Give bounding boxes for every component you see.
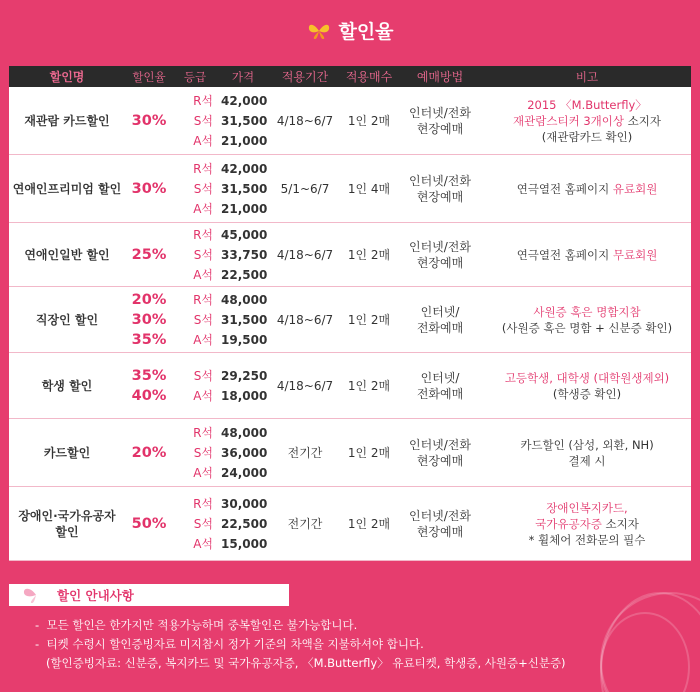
butterfly-icon xyxy=(21,586,51,604)
price: 36,000 xyxy=(221,445,268,460)
price: 42,000 xyxy=(221,161,268,176)
note-line xyxy=(483,181,691,197)
grade-list xyxy=(173,225,217,285)
price: 48,000 xyxy=(221,292,268,307)
note-line xyxy=(483,500,691,516)
header-rate: 할인율 xyxy=(132,69,166,84)
discount-rate: 25% xyxy=(131,246,167,263)
note-text: 재관람스티커 3개이상 xyxy=(513,113,624,128)
price: 48,000 xyxy=(221,425,268,440)
grade-list xyxy=(173,290,217,350)
ticket-limit: 1인 2매 xyxy=(347,379,391,393)
notice-item: (할인증빙자료: 신분증, 복지카드 및 국가유공자증, 〈M.Butterfly〉 유료티켓, 학생증, 사원증+신분증) xyxy=(35,656,566,670)
table-row xyxy=(9,419,691,487)
discount-rate-list xyxy=(125,290,173,350)
table-body xyxy=(9,87,691,561)
seat-grade: S석 xyxy=(193,312,213,327)
note-text: 사원증 혹은 명함지참 xyxy=(533,304,641,319)
grade-list xyxy=(173,423,217,483)
discount-name: 연애인프리미엄 할인 xyxy=(12,182,122,196)
ticket-limit: 1인 2매 xyxy=(347,517,391,531)
grade-list xyxy=(173,494,217,554)
seat-grade: R석 xyxy=(193,292,213,307)
apply-period: 4/18~6/7 xyxy=(276,378,334,393)
seat-grade: R석 xyxy=(193,496,213,511)
price: 24,000 xyxy=(221,465,268,480)
booking-method-line: 현장예매 xyxy=(416,189,464,204)
note-text: 카드할인 (삼성, 외환, NH) xyxy=(520,437,654,452)
page-title: 할인율 xyxy=(338,21,394,43)
note-line xyxy=(483,532,691,548)
discount-table xyxy=(9,66,691,561)
seat-grade: S석 xyxy=(193,368,213,383)
table-header xyxy=(9,66,691,87)
price: 31,500 xyxy=(221,113,268,128)
header-limit: 적용매수 xyxy=(345,70,393,84)
apply-period: 전기간 xyxy=(287,517,323,531)
table-row xyxy=(9,87,691,155)
seat-grade: R석 xyxy=(193,227,213,242)
note xyxy=(483,370,691,402)
notice-list xyxy=(9,616,691,673)
seat-grade: S석 xyxy=(193,445,213,460)
grade-list xyxy=(173,159,217,219)
seat-grade: A석 xyxy=(193,267,213,282)
price-list xyxy=(217,423,269,483)
header-note: 비고 xyxy=(575,69,599,84)
booking-method-line: 전화예매 xyxy=(416,320,464,335)
booking-method-line: 인터넷/ xyxy=(420,370,460,385)
price: 15,000 xyxy=(221,536,268,551)
ticket-limit: 1인 2매 xyxy=(347,114,391,128)
note-text: 연극열전 홈페이지 xyxy=(516,247,613,262)
price: 30,000 xyxy=(221,496,268,511)
note xyxy=(483,304,691,336)
note-line xyxy=(483,304,691,320)
price: 21,000 xyxy=(221,133,268,148)
note-text: (사원증 혹은 명함 + 신분증 확인) xyxy=(501,320,673,335)
discount-name: 직장인 할인 xyxy=(35,313,99,327)
table-row xyxy=(9,155,691,223)
note-line xyxy=(483,320,691,336)
booking-method-line: 인터넷/전화 xyxy=(408,239,471,254)
discount-rate: 20% xyxy=(131,291,167,308)
booking-method-line: 현장예매 xyxy=(416,524,464,539)
ticket-limit: 1인 4매 xyxy=(347,182,391,196)
table-row xyxy=(9,287,691,353)
notice-item: - 모든 할인은 한가지만 적용가능하며 중복할인은 불가능합니다. xyxy=(35,618,358,632)
note-line xyxy=(483,97,691,113)
price: 45,000 xyxy=(221,227,268,242)
note-text: (학생증 확인) xyxy=(552,386,622,401)
booking-method xyxy=(397,370,483,402)
header-period: 적용기간 xyxy=(281,70,329,84)
discount-rate-list xyxy=(125,111,173,131)
note-line xyxy=(483,247,691,263)
notice-item: - 티켓 수령시 할인증빙자료 미지참시 정가 기준의 차액을 지불하셔야 합니다. xyxy=(35,637,424,651)
note-text: 장애인복지카드, xyxy=(546,500,628,515)
ticket-limit: 1인 2매 xyxy=(347,248,391,262)
apply-period: 4/18~6/7 xyxy=(276,312,334,327)
price: 42,000 xyxy=(221,93,268,108)
note-line xyxy=(483,386,691,402)
booking-method-line: 인터넷/전화 xyxy=(408,173,471,188)
price: 33,750 xyxy=(221,247,268,262)
note-highlight: 유료회원 xyxy=(612,181,658,196)
seat-grade: R석 xyxy=(193,161,213,176)
note xyxy=(483,500,691,548)
note xyxy=(483,247,691,263)
booking-method-line: 인터넷/ xyxy=(420,304,460,319)
discount-rate: 50% xyxy=(131,515,167,532)
seat-grade: S석 xyxy=(193,181,213,196)
discount-rate-list xyxy=(125,245,173,265)
booking-method xyxy=(397,173,483,205)
table-row xyxy=(9,223,691,287)
note-suffix: 소지자 xyxy=(623,113,661,128)
table-row xyxy=(9,487,691,561)
seat-grade: A석 xyxy=(193,201,213,216)
note-text: (재관람카드 확인) xyxy=(541,129,633,144)
booking-method-line: 인터넷/전화 xyxy=(408,437,471,452)
note xyxy=(483,97,691,145)
discount-rate: 20% xyxy=(131,444,167,461)
note-line xyxy=(483,516,691,532)
apply-period: 4/18~6/7 xyxy=(276,113,334,128)
seat-grade: R석 xyxy=(193,425,213,440)
discount-rate: 30% xyxy=(131,112,167,129)
note-text: * 휠체어 전화문의 필수 xyxy=(528,532,646,547)
seat-grade: R석 xyxy=(193,93,213,108)
discount-rate-list xyxy=(125,443,173,463)
seat-grade: S석 xyxy=(193,113,213,128)
discount-rate: 30% xyxy=(131,311,167,328)
note-text: 2015 〈M.Butterfly〉 xyxy=(527,97,647,112)
discount-name: 학생 할인 xyxy=(41,379,93,393)
price-list xyxy=(217,290,269,350)
note-line xyxy=(483,437,691,453)
seat-grade: A석 xyxy=(193,388,213,403)
booking-method xyxy=(397,304,483,336)
discount-rate-list xyxy=(125,514,173,534)
notice-title: 할인 안내사항 xyxy=(57,588,134,603)
apply-period: 4/18~6/7 xyxy=(276,247,334,262)
price: 31,500 xyxy=(221,181,268,196)
grade-list xyxy=(173,91,217,151)
header-price: 가격 xyxy=(231,69,255,84)
price-list xyxy=(217,91,269,151)
price: 21,000 xyxy=(221,201,268,216)
price: 29,250 xyxy=(221,368,268,383)
ticket-limit: 1인 2매 xyxy=(347,313,391,327)
booking-method-line: 현장예매 xyxy=(416,255,464,270)
note xyxy=(483,181,691,197)
apply-period: 5/1~6/7 xyxy=(280,181,330,196)
seat-grade: A석 xyxy=(193,465,213,480)
notice-header xyxy=(9,584,289,606)
booking-method-line: 인터넷/전화 xyxy=(408,105,471,120)
note-line xyxy=(483,453,691,469)
header-method: 예매방법 xyxy=(416,69,464,84)
discount-rate: 35% xyxy=(131,331,167,348)
booking-method-line: 전화예매 xyxy=(416,386,464,401)
note-line xyxy=(483,113,691,129)
seat-grade: S석 xyxy=(193,516,213,531)
booking-method-line: 인터넷/전화 xyxy=(408,508,471,523)
price: 22,500 xyxy=(221,267,268,282)
seat-grade: A석 xyxy=(193,536,213,551)
seat-grade: A석 xyxy=(193,133,213,148)
booking-method xyxy=(397,239,483,271)
table-row xyxy=(9,353,691,419)
booking-method xyxy=(397,508,483,540)
discount-rate-list xyxy=(125,366,173,406)
discount-rate: 35% xyxy=(131,367,167,384)
booking-method xyxy=(397,105,483,137)
apply-period: 전기간 xyxy=(287,446,323,460)
discount-name: 카드할인 xyxy=(43,446,91,460)
ticket-limit: 1인 2매 xyxy=(347,446,391,460)
price-list xyxy=(217,366,269,406)
note-suffix: 소지자 xyxy=(601,516,639,531)
seat-grade: A석 xyxy=(193,332,213,347)
price: 18,000 xyxy=(221,388,268,403)
price: 19,500 xyxy=(221,332,268,347)
note-line xyxy=(483,129,691,145)
price-list xyxy=(217,159,269,219)
butterfly-icon xyxy=(306,21,332,41)
booking-method-line: 현장예매 xyxy=(416,121,464,136)
discount-name: 장애인·국가유공자 할인 xyxy=(18,508,116,539)
discount-rate: 30% xyxy=(131,180,167,197)
booking-method xyxy=(397,437,483,469)
page-title-bar xyxy=(0,17,700,44)
note-text: 고등학생, 대학생 (대학원생제외) xyxy=(504,370,670,385)
price-list xyxy=(217,225,269,285)
price: 31,500 xyxy=(221,312,268,327)
header-grade: 등급 xyxy=(183,69,207,84)
discount-rate: 40% xyxy=(131,387,167,404)
note xyxy=(483,437,691,469)
note-text: 연극열전 홈페이지 xyxy=(516,181,613,196)
grade-list xyxy=(173,366,217,406)
discount-rate-list xyxy=(125,179,173,199)
booking-method-line: 현장예매 xyxy=(416,453,464,468)
note-text: 결제 시 xyxy=(568,453,606,468)
notice-section xyxy=(9,584,691,673)
discount-name: 연애인일반 할인 xyxy=(24,248,110,262)
note-text: 국가유공자증 xyxy=(535,516,602,531)
seat-grade: S석 xyxy=(193,247,213,262)
price: 22,500 xyxy=(221,516,268,531)
price-list xyxy=(217,494,269,554)
note-highlight: 무료회원 xyxy=(612,247,658,262)
discount-name: 재관람 카드할인 xyxy=(24,114,110,128)
note-line xyxy=(483,370,691,386)
header-name: 할인명 xyxy=(49,70,85,84)
